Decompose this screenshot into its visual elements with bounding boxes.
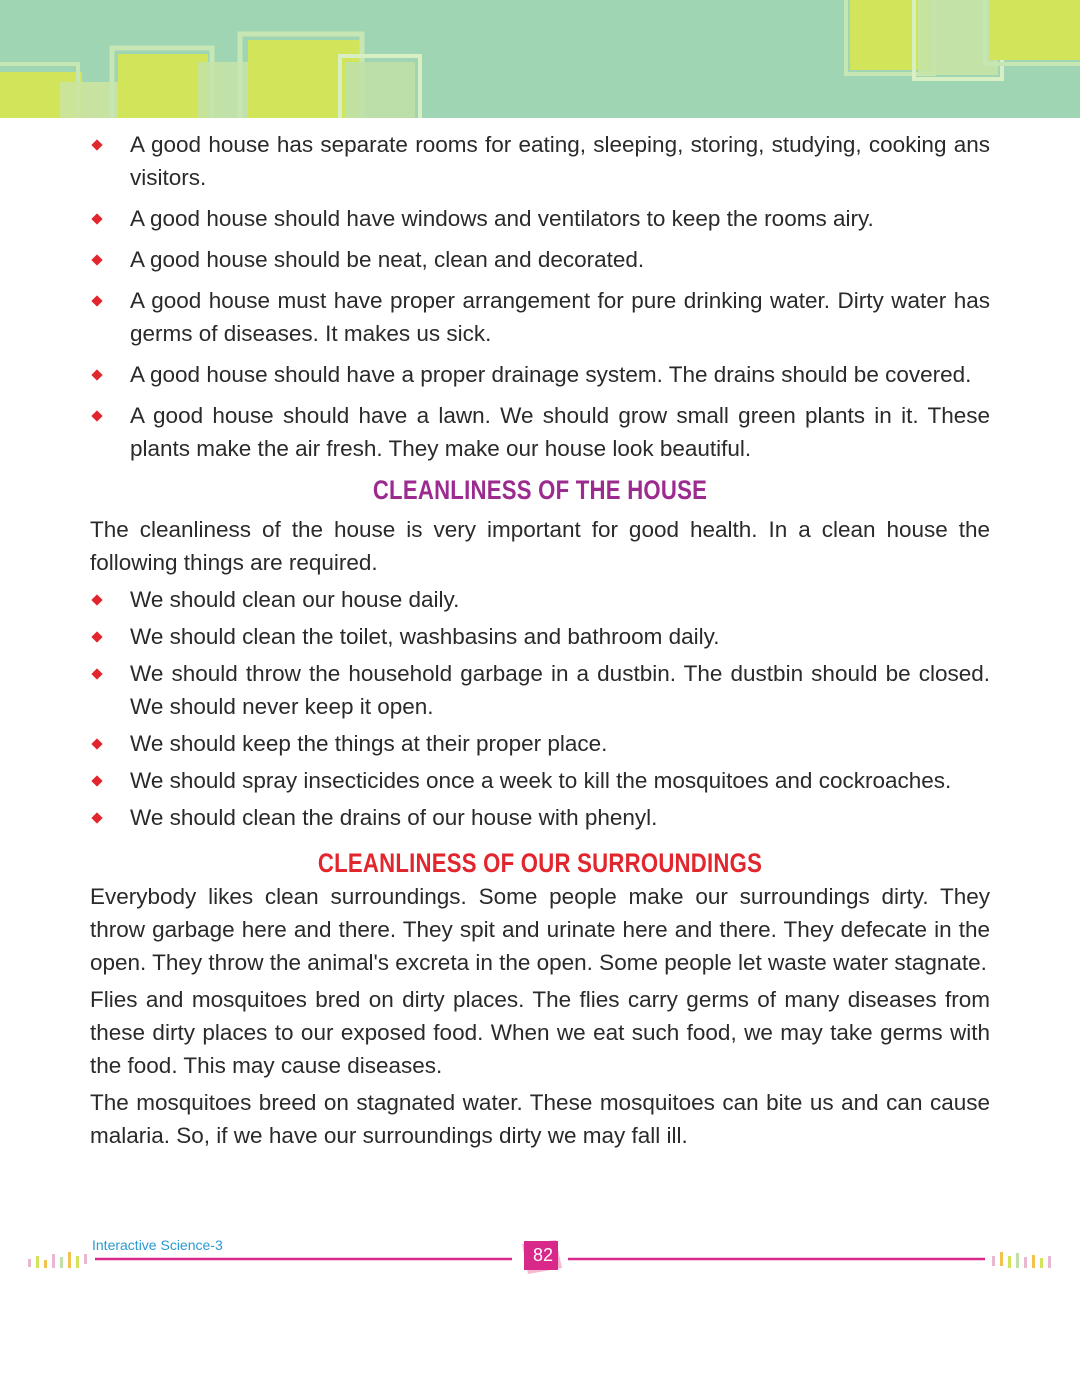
list-item: A good house has separate rooms for eating, sleeping, storing, studying, cooking ans visitors. [90,128,990,194]
page-content [90,128,990,1156]
section-heading-surroundings: CLEANLINESS OF OUR SURROUNDINGS [317,848,763,878]
section-heading-house: CLEANLINESS OF THE HOUSE [372,475,708,505]
bullet-diamond-icon [91,631,102,642]
footer-sticks-left-icon [28,1252,87,1268]
list-item: We should keep the things at their proper place. [90,727,990,760]
bullet-diamond-icon [91,254,102,265]
list-item: A good house should be neat, clean and decorated. [90,243,990,276]
bullet-diamond-icon [91,668,102,679]
footer-sticks-right-icon [992,1252,1051,1268]
list-item: We should spray insecticides once a week to kill the mosquitoes and cockroaches. [90,764,990,797]
list-item: We should clean the toilet, washbasins and bathroom daily. [90,620,990,653]
list-item: A good house must have proper arrangement for pure drinking water. Dirty water has germs of diseases. It makes us sick. [90,284,990,350]
list-item: A good house should have a lawn. We should grow small green plants in it. These plants make the air fresh. They make our house look beautiful. [90,399,990,465]
bullet-diamond-icon [91,812,102,823]
list-item: We should clean our house daily. [90,583,990,616]
list-item: We should clean the drains of our house with phenyl. [90,801,990,834]
list-item: A good house should have windows and ventilators to keep the rooms airy. [90,202,990,235]
book-title: Interactive Science-3 [92,1237,223,1253]
paragraph: Flies and mosquitoes bred on dirty places. The flies carry germs of many diseases from these dirty places to our exposed food. When we eat such food, we may take germs with the food. This may cause diseases. [90,987,990,1078]
paragraph: Everybody likes clean surroundings. Some people make our surroundings dirty. They throw garbage here and there. They spit and urinate here and there. They defecate in the open. They throw the animal's excreta in the open. Some people let waste water stagnate. [90,884,990,975]
bullet-diamond-icon [91,369,102,380]
house-cleanliness-list [90,583,990,834]
list-item: We should throw the household garbage in a dustbin. The dustbin should be closed. We should never keep it open. [90,657,990,723]
list-item: A good house should have a proper drainage system. The drains should be covered. [90,358,990,391]
bullet-diamond-icon [91,738,102,749]
house-features-list [90,128,990,465]
header-banner [0,0,1080,118]
bullet-diamond-icon [91,410,102,421]
page-number: 82 [532,1245,554,1265]
paragraph: The mosquitoes breed on stagnated water. These mosquitoes can bite us and can cause malaria. So, if we have our surroundings dirty we may fall ill. [90,1090,990,1148]
bullet-diamond-icon [91,139,102,150]
bullet-diamond-icon [91,213,102,224]
bullet-diamond-icon [91,775,102,786]
bullet-diamond-icon [91,594,102,605]
section-intro: The cleanliness of the house is very important for good health. In a clean house the following things are required. [90,517,990,575]
bullet-diamond-icon [91,295,102,306]
